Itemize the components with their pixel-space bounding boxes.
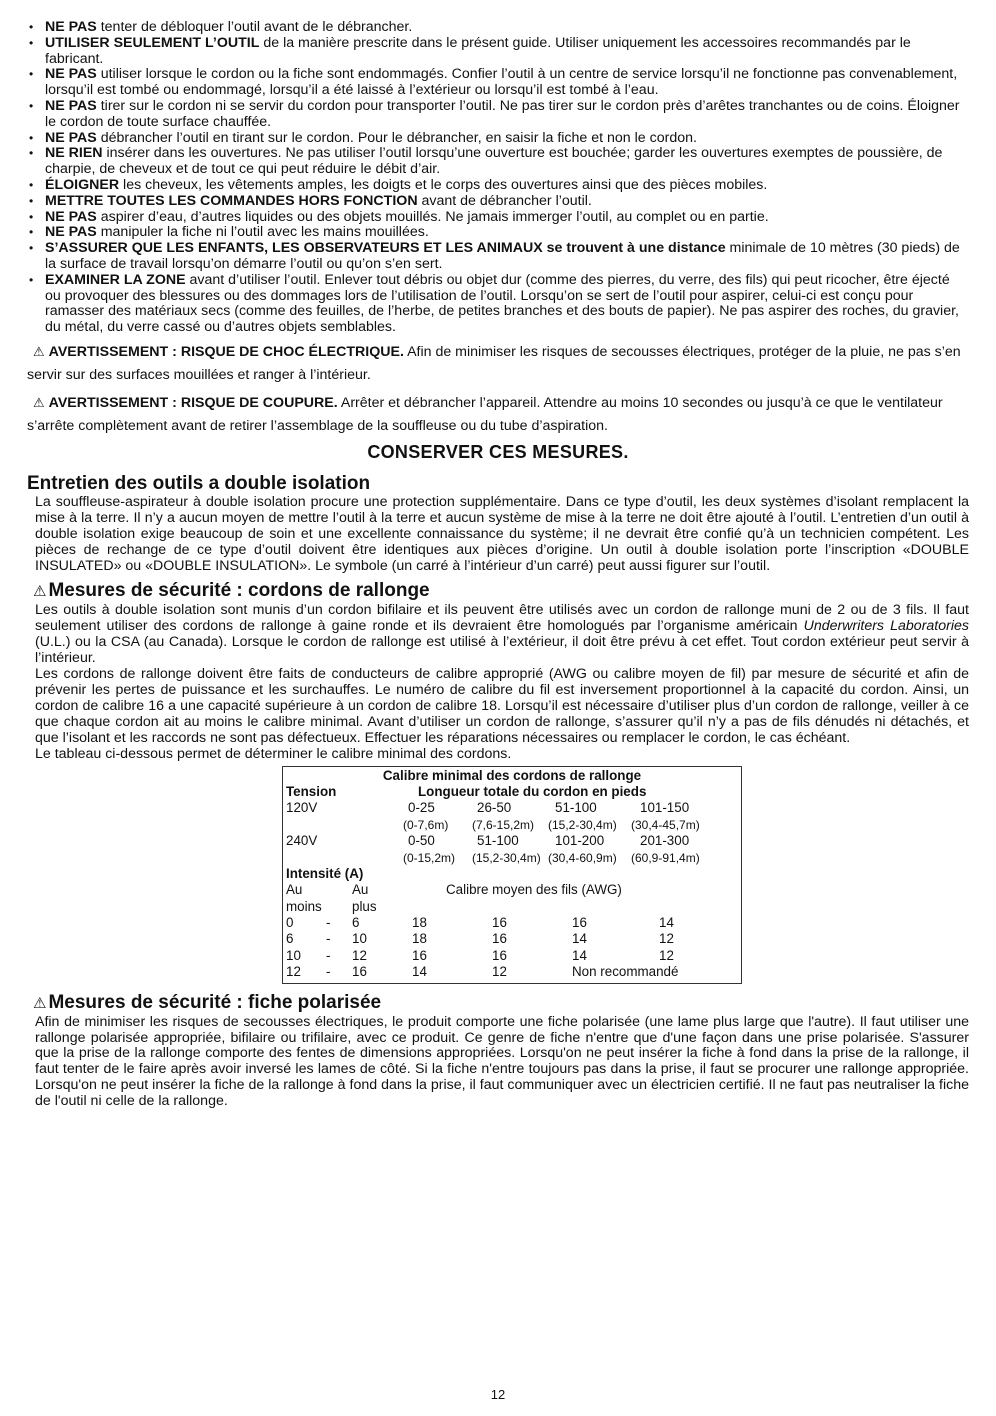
table-row: 12 - 16 14 12 Non recommandé [286,964,679,980]
table-row: 0 - 6 18 16 16 14 [286,915,674,931]
table-row: (0-15,2m) (15,2-30,4m) (30,4-60,9m) (60,9-91,4m) [403,850,700,865]
table-title: Calibre minimal des cordons de rallonge [382,767,642,783]
bullet-item: • NE RIEN insérer dans les ouvertures. Ne pas utiliser l’outil lorsqu’une ouverture est bouchée; garder les ouvertures exemptes de poussière, de charpie, de cheveux et de tout ce qui peut réduire le débit d’air. [27,146,969,178]
extension-cord-gauge-table [282,766,742,984]
bullet-item: • NE PAS débrancher l’outil en tirant sur le cordon. Pour le débrancher, en saisir la fiche et non le cordon. [27,131,969,147]
safety-bullet-list [27,20,969,336]
bullet-item: • ÉLOIGNER les cheveux, les vêtements amples, les doigts et le corps des ouvertures ainsi que des pièces mobiles. [27,178,969,194]
bullet-item: • UTILISER SEULEMENT L’OUTIL de la manière prescrite dans le présent guide. Utiliser uniquement les accessoires recommandés par le fabricant. [27,36,969,68]
warning-triangle-icon: ⚠ [33,994,47,1012]
bullet-item: • S’ASSURER QUE LES ENFANTS, LES OBSERVATEURS ET LES ANIMAUX se trouvent à une distance minimale de 10 mètres (30 pieds) de la surface de travail lorsqu’on démarre l’outil ou qu’on s’en sert. [27,241,969,273]
table-row: moins plus [286,898,377,914]
table-row: 6 - 10 18 16 14 12 [286,931,674,947]
bullet-item: • NE PAS tirer sur le cordon ni se servir du cordon pour transporter l’outil. Ne pas tirer sur le cordon près d’arêtes tranchantes ou de coins. Éloigner le cordon de toute surface chauffée. [27,99,969,131]
bullet-item: • NE PAS tenter de débloquer l’outil avant de le débrancher. [27,20,969,36]
section-extension-cords-p2: Les cordons de rallonge doivent être faits de conducteurs de calibre approprié (AWG ou calibre moyen de fil) par mesure de sécurité et afin de prévenir les pertes de puissance et les surchauffes. Le numéro de calibre du fil est inversement proportionnel à la capacité du cordon. Ainsi, un cordon de calibre 16 a une capacité supérieure à un cordon de calibre 18. Lorsqu’il est nécessaire d’utiliser plus d’un cordon de rallonge, veiller à ce que chaque cordon ait au moins le calibre minimal. Avant d’utiliser un cordon de rallonge, s’assurer qu’il n’y a pas de fils dénudés ni détachés, et que l’isolant et les raccords ne sont pas défectueux. Effectuer les réparations nécessaires ou remplacer le cordon, le cas échéant. [35,666,969,746]
table-row: 240V 0-50 51-100 101-200 201-300 [286,833,690,849]
bullet-item: • METTRE TOUTES LES COMMANDES HORS FONCTION avant de débrancher l’outil. [27,194,969,210]
warning-electric-shock: ⚠ AVERTISSEMENT : RISQUE DE CHOC ÉLECTRIQUE. Afin de minimiser les risques de secousses électriques, protéger de la pluie, ne pas s’en servir sur des surfaces mouillées et ranger à l’intérieur. [27,340,969,387]
section-extension-cords-p1: Les outils à double isolation sont munis d’un cordon bifilaire et ils peuvent être utilisés avec un cordon de rallonge muni de 2 ou de 3 fils. Il faut seulement utiliser des cordons de rallonge à gaine ronde et ils devraient être homologués par l’organisme américain Underwriters Laboratories (U.L.) ou la CSA (au Canada). Lorsque le cordon de rallonge est utilisé à l’extérieur, il doit être prévu à cet effet. Tout cordon extérieur peut servir à l’intérieur. [35,602,969,667]
bullet-item: • EXAMINER LA ZONE avant d’utiliser l’outil. Enlever tout débris ou objet dur (comme des pierres, du verre, des fils) qui peut ricocher, être éjecté ou provoquer des blessures ou des dommages lors de l’utilisation de l’outil. Lorsqu’on se sert de l’outil pour aspirer, celui-ci est conçu pour ramasser des matériaux secs (comme des feuilles, de l’herbe, de petites branches et des bouts de papier). Ne pas aspirer des roches, du gravier, du métal, du verre cassé ou d’autres objets semblables. [27,273,969,336]
section-double-insulation-text: La souffleuse-aspirateur à double isolation procure une protection supplémentaire. Dans ce type d’outil, les deux systèmes d’isolant remplacent la mise à la terre. Il n’y a aucun moyen de mettre l’outil à la terre et aucun système de mise à la terre ne doit être ajouté à l’outil. L’entretien d’un outil à double isolation exige beaucoup de soin et une excellente connaissance du système; il ne devrait être confié qu’à un technicien compétent. Les pièces de rechange de ce type d’outil doivent être identiques aux pièces d’origine. Un outil à double isolation porte l’inscription «DOUBLE INSULATED» ou «DOUBLE INSULATION». Le symbole (un carré à l’intérieur d’un carré) peut aussi figurer sur l’outil. [35,493,969,574]
section-extension-cords-title: ⚠ Mesures de sécurité : cordons de rallonge [33,580,430,602]
bullet-item: • NE PAS aspirer d’eau, d’autres liquides ou des objets mouillés. Ne jamais immerger l’outil, au complet ou en partie. [27,210,969,226]
table-row: 120V 0-25 26-50 51-100 101-150 [286,800,690,816]
warning-triangle-icon: ⚠ [33,343,45,359]
table-row: (0-7,6m) (7,6-15,2m) (15,2-30,4m) (30,4-45,7m) [403,817,700,832]
table-intensity-row: Intensité (A) [286,865,364,881]
section-polarized-plug-text: Afin de minimiser les risques de secousses électriques, le produit comporte une fiche polarisée (une lame plus large que l'autre). Il faut utiliser une rallonge polarisée appropriée, bifilaire ou trifilaire, avec ce produit. Ce genre de fiche n'entre que d'une façon dans une prise polarisée. S'assurer que la prise de la rallonge comporte des fentes de dimensions appropriées. Lorsqu'on ne peut insérer la fiche à fond dans la prise de la rallonge, il faut tenter de le faire après avoir inversé les lames de côté. Si la fiche n'entre toujours pas dans la prise, il faut se procurer une rallonge appropriée. Lorsqu'on ne peut insérer la fiche de la rallonge à fond dans la prise, il faut communiquer avec un électricien certifié. Il ne faut pas neutraliser la fiche de l'outil ni celle de la rallonge. [35,1013,969,1110]
section-extension-cords-p3: Le tableau ci-dessous permet de déterminer le calibre minimal des cordons. [35,745,512,762]
table-row: Au Au Calibre moyen des fils (AWG) [286,882,622,898]
warning-triangle-icon: ⚠ [33,394,45,410]
conserve-heading: CONSERVER CES MESURES. [367,441,629,462]
warning-triangle-icon: ⚠ [33,583,47,601]
table-header-row: Tension Longueur totale du cordon en pieds [286,783,647,799]
bullet-item: • NE PAS manipuler la fiche ni l’outil avec les mains mouillées. [27,225,969,241]
section-double-insulation-title: Entretien des outils a double isolation [27,472,371,494]
table-row: 10 - 12 16 16 14 12 [286,947,674,963]
warning-cut-risk: ⚠ AVERTISSEMENT : RISQUE DE COUPURE. Arrêter et débrancher l’appareil. Attendre au moins 10 secondes ou jusqu’à ce que le ventilateur s’arrête complètement avant de retirer l’assemblage de la souffleuse ou du tube d’aspiration. [27,391,969,438]
bullet-item: • NE PAS utiliser lorsque le cordon ou la fiche sont endommagés. Confier l’outil à un centre de service lorsqu’il ne fonctionne pas convenablement, lorsqu’il est tombé ou endommagé, lorsqu’il a été laissé à l’extérieur ou lorsqu’il est tombé à l’eau. [27,67,969,99]
section-polarized-plug-title: ⚠ Mesures de sécurité : fiche polarisée [33,991,382,1013]
page-number: 12 [490,1387,506,1402]
